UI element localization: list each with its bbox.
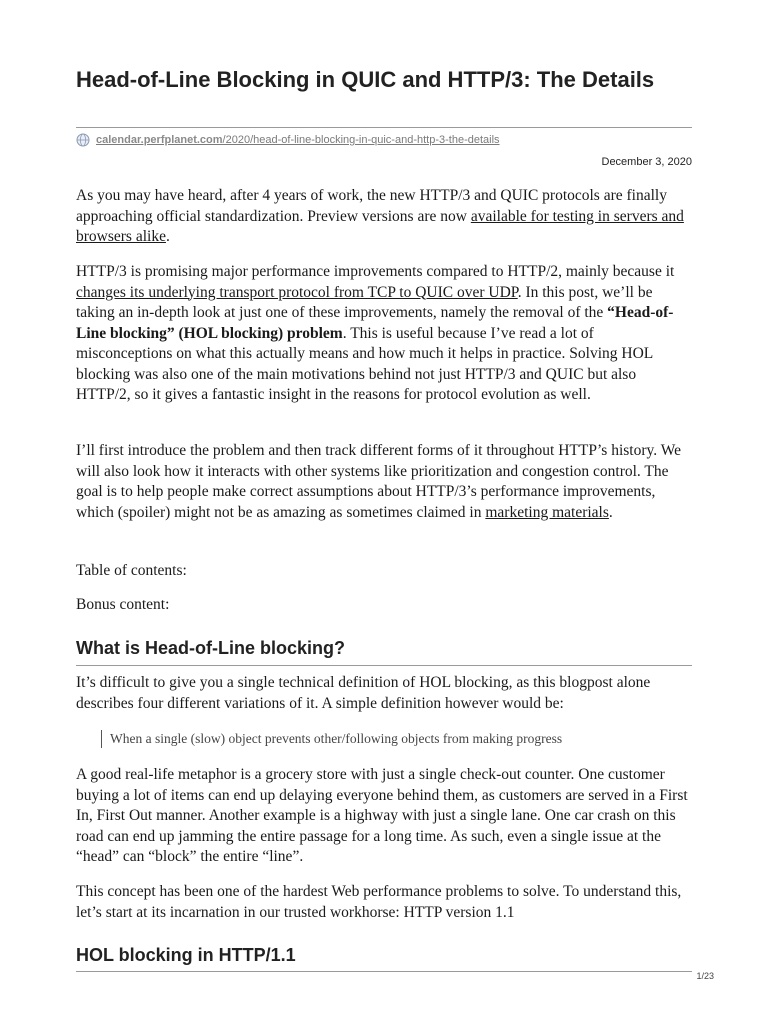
article-title: Head-of-Line Blocking in QUIC and HTTP/3: The Details: [76, 67, 655, 92]
publish-date: December 3, 2020: [601, 156, 692, 168]
section2-divider: [76, 971, 692, 972]
section-heading-http11: HOL blocking in HTTP/1.1: [76, 945, 296, 965]
intro-p2-a: HTTP/3 is promising major performance improvements compared to HTTP/2, mainly because it: [76, 263, 675, 280]
intro-p1-text: As you may have heard, after 4 years of work, the new HTTP/3 and QUIC protocols are finally approaching official standardization. Preview versions are now: [76, 187, 667, 225]
title-divider: [76, 127, 692, 128]
definition-quote: When a single (slow) object prevents other/following objects from making progress: [101, 730, 562, 748]
bonus-content-label: Bonus content:: [76, 596, 170, 613]
marketing-materials-link[interactable]: marketing materials: [485, 503, 609, 521]
source-url[interactable]: [76, 133, 500, 147]
intro-p1-end: .: [165, 228, 170, 245]
hol-blocking-emphasis: “Head-of-Line blocking” (HOL blocking) problem: [76, 304, 674, 342]
intro-paragraph-2: [76, 262, 692, 406]
section1-paragraph-3: This concept has been one of the hardest Web performance problems to solve. To understand this, let’s start at its incarnation in our trusted workhorse: HTTP version 1.1: [76, 883, 682, 921]
intro-paragraph-1: [76, 186, 692, 248]
table-of-contents-label: Table of contents:: [76, 562, 187, 579]
transport-protocol-link[interactable]: changes its underlying transport protocol from TCP to QUIC over UDP: [76, 283, 518, 301]
intro-p2-c: . This is useful because I’ve read a lot of misconceptions on what this actually means and how much it helps in practice. Solving HOL blocking was also one of the main motivations behind not just HTTP/3 and QUIC but also HTTP/2, so it gives a fantastic insight in the reasons for protocol evolution as well.: [76, 324, 653, 403]
globe-icon: [76, 133, 90, 147]
section1-paragraph-2: A good real-life metaphor is a grocery store with just a single check-out counter. One customer buying a lot of items can end up delaying everyone behind them, as customers are served in a First In, First Out manner. Another example is a highway with just a single lane. One car crash on this road can end up jamming the entire passage for a long time. As such, even a single issue at the “head” can “block” the entire “line”.: [76, 766, 688, 865]
intro-p3-a: I’ll first introduce the problem and then track different forms of it throughout HTTP’s history. We will also look how it interacts with other systems like prioritization and congestion control. The goal is to help people make correct assumptions about HTTP/3’s performance improvements, which (spoiler) might not be as amazing as sometimes claimed in: [76, 442, 681, 521]
section-divider: [76, 665, 692, 666]
intro-p3-end: .: [608, 503, 613, 521]
section-heading-hol: What is Head-of-Line blocking?: [76, 638, 345, 658]
section1-paragraph-1: It’s difficult to give you a single technical definition of HOL blocking, as this blogpost alone describes four different variations of it. A simple definition however would be:: [76, 674, 651, 712]
testing-link[interactable]: available for testing in servers and browsers alike: [76, 207, 684, 245]
source-link[interactable]: [96, 134, 500, 146]
source-path: /2020/head-of-line-blocking-in-quic-and-http-3-the-details: [222, 134, 500, 146]
source-domain: calendar.perfplanet.com: [96, 134, 223, 146]
intro-paragraph-3: [76, 441, 692, 523]
intro-p2-b: . In this post, we’ll be taking an in-depth look at just one of these improvements, namely the removal of the: [76, 283, 653, 321]
page-number: 1/23: [696, 971, 714, 981]
